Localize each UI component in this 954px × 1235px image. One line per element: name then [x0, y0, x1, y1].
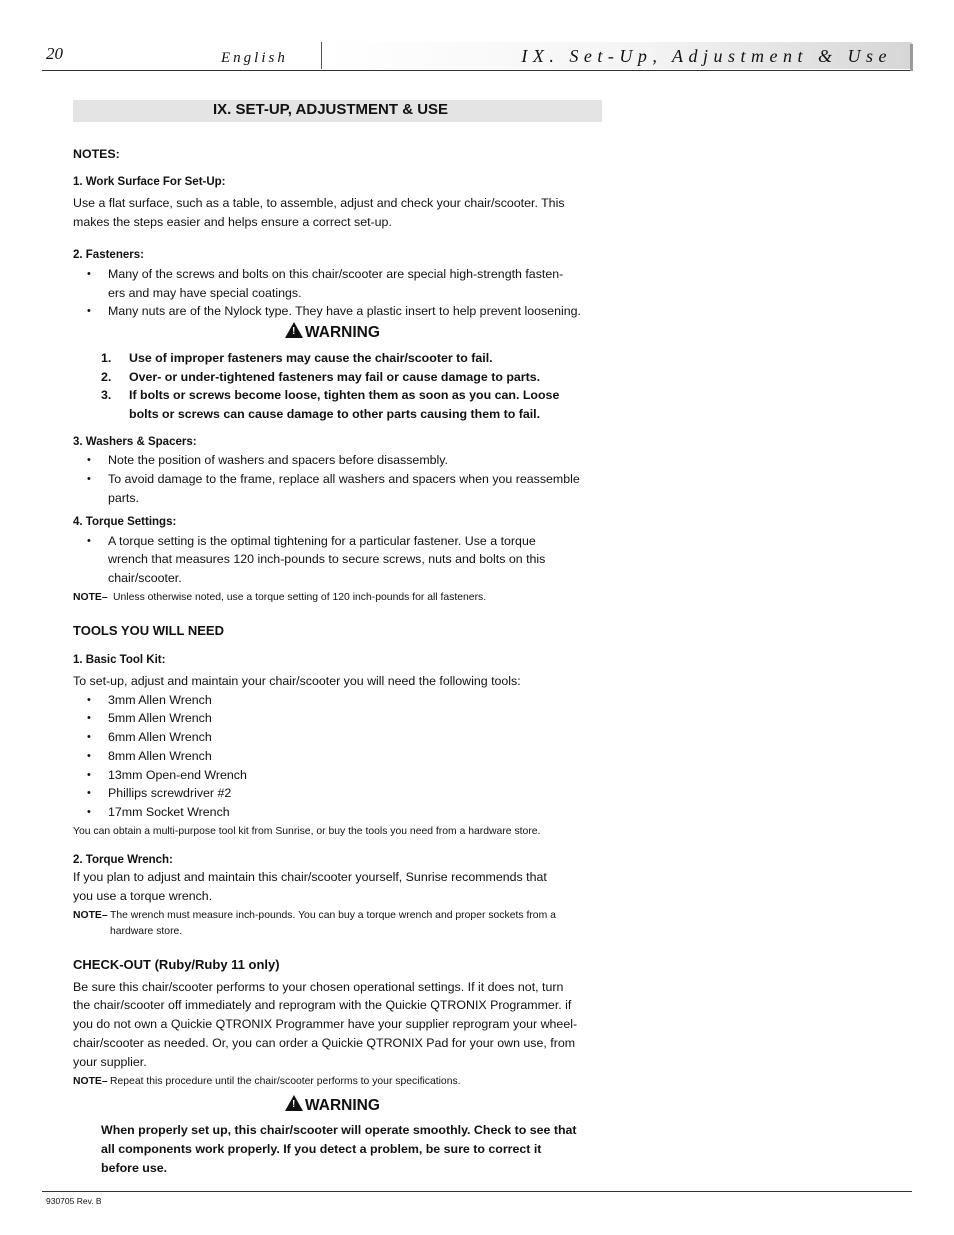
bullet-icon: •: [87, 787, 91, 799]
warning2-line-3: before use.: [101, 1161, 168, 1175]
language-label: English: [221, 50, 288, 66]
warning2-line-1: When properly set up, this chair/scooter will operate smoothly. Check to see that: [101, 1123, 577, 1137]
work-surface-line-2: makes the steps easier and helps ensure a correct set-up.: [73, 215, 392, 229]
work-surface-line-1: Use a flat surface, such as a table, to assemble, adjust and check your chair/scooter. This: [73, 196, 565, 210]
basic-tool-kit-heading: 1. Basic Tool Kit:: [73, 654, 166, 666]
checkout-line-4: chair/scooter as needed. Or, you can order a Quickie QTRONIX Pad for your own use, from: [73, 1036, 576, 1050]
page-number: 20: [46, 44, 63, 63]
fasteners-heading: 2. Fasteners:: [73, 249, 144, 261]
bullet-icon: •: [87, 268, 91, 280]
bullet-icon: •: [87, 750, 91, 762]
footer-rule: [42, 1191, 912, 1192]
header-box-shadow: [910, 44, 913, 71]
torque-settings-note-label: NOTE–: [73, 592, 108, 603]
bullet-icon: •: [87, 694, 91, 706]
warning1-item-2: Over- or under-tightened fasteners may fail or cause damage to parts.: [129, 370, 541, 384]
torque-settings-line-2: wrench that measures 120 inch-pounds to secure screws, nuts and bolts on this: [108, 552, 546, 566]
checkout-line-3: you do not own a Quickie QTRONIX Programmer have your supplier reprogram your wheel-: [73, 1017, 578, 1031]
tool-item: 5mm Allen Wrench: [108, 711, 212, 725]
tool-item: 13mm Open-end Wrench: [108, 768, 247, 782]
torque-settings-heading: 4. Torque Settings:: [73, 516, 177, 528]
warning1-item-3-line-1: If bolts or screws become loose, tighten them as soon as you can. Loose: [129, 388, 560, 402]
fasteners-bullet-1-line-2: ers and may have special coatings.: [108, 286, 302, 300]
warning-heading: [285, 1095, 380, 1115]
warning-triangle-icon: !: [285, 1095, 303, 1111]
torque-settings-line-1: A torque setting is the optimal tightening for a particular fastener. Use a torque: [108, 534, 536, 548]
washers-bullet-2-line-1: To avoid damage to the frame, replace all washers and spacers when you reassemble: [108, 472, 580, 486]
tool-item: 3mm Allen Wrench: [108, 693, 212, 707]
torque-wrench-note-label: NOTE–: [73, 910, 108, 921]
washers-bullet-2-line-2: parts.: [108, 491, 139, 505]
checkout-line-5: your supplier.: [73, 1055, 147, 1069]
torque-wrench-line-2: you use a torque wrench.: [73, 889, 213, 903]
tool-item: 17mm Socket Wrench: [108, 805, 230, 819]
torque-wrench-heading: 2. Torque Wrench:: [73, 854, 173, 866]
warning-heading: [285, 322, 380, 342]
work-surface-heading: 1. Work Surface For Set-Up:: [73, 176, 226, 188]
tool-item: Phillips screwdriver #2: [108, 786, 232, 800]
tools-footnote: You can obtain a multi-purpose tool kit from Sunrise, or buy the tools you need from a hardware store.: [73, 826, 541, 837]
bullet-icon: •: [87, 454, 91, 466]
tools-intro: To set-up, adjust and maintain your chair/scooter you will need the following tools:: [73, 674, 521, 688]
warning1-num-1: 1.: [101, 351, 112, 365]
warning1-item-1: Use of improper fasteners may cause the chair/scooter to fail.: [129, 351, 493, 365]
washers-heading: 3. Washers & Spacers:: [73, 436, 197, 448]
washers-bullet-1: Note the position of washers and spacers before disassembly.: [108, 453, 449, 467]
fasteners-bullet-1-line-1: Many of the screws and bolts on this chair/scooter are special high-strength fasten-: [108, 267, 564, 281]
checkout-note-text: Repeat this procedure until the chair/scooter performs to your specifications.: [110, 1076, 461, 1087]
warning-triangle-icon: !: [285, 322, 303, 338]
section-title: IX. SET-UP, ADJUSTMENT & USE: [213, 101, 449, 118]
warning1-item-3-line-2: bolts or screws can cause damage to other parts causing them to fail.: [129, 407, 541, 421]
bullet-icon: •: [87, 305, 91, 317]
warning1-num-2: 2.: [101, 370, 112, 384]
torque-wrench-line-1: If you plan to adjust and maintain this chair/scooter yourself, Sunrise recommends that: [73, 870, 547, 884]
fasteners-bullet-2: Many nuts are of the Nylock type. They have a plastic insert to help prevent loosening.: [108, 304, 581, 318]
bullet-icon: •: [87, 769, 91, 781]
tools-heading: TOOLS YOU WILL NEED: [73, 623, 224, 638]
tool-item: 8mm Allen Wrench: [108, 749, 212, 763]
bullet-icon: •: [87, 535, 91, 547]
torque-settings-line-3: chair/scooter.: [108, 571, 182, 585]
torque-wrench-note-line-2: hardware store.: [110, 926, 183, 937]
header-rule: [42, 70, 912, 71]
torque-settings-note-text: Unless otherwise noted, use a torque setting of 120 inch-pounds for all fasteners.: [113, 592, 487, 603]
warning-label: WARNING: [305, 1097, 380, 1114]
tool-item: 6mm Allen Wrench: [108, 730, 212, 744]
warning2-line-2: all components work properly. If you detect a problem, be sure to correct it: [101, 1142, 542, 1156]
header-section-title: IX. Set-Up, Adjustment & Use: [521, 46, 892, 66]
checkout-heading: CHECK-OUT (Ruby/Ruby 11 only): [73, 957, 280, 972]
warning-label: WARNING: [305, 324, 380, 341]
bullet-icon: •: [87, 806, 91, 818]
footer-doc-number: 930705 Rev. B: [46, 1196, 102, 1206]
warning1-num-3: 3.: [101, 388, 112, 402]
checkout-note-label: NOTE–: [73, 1076, 108, 1087]
checkout-line-2: the chair/scooter off immediately and reprogram with the Quickie QTRONIX Programmer. if: [73, 998, 572, 1012]
checkout-line-1: Be sure this chair/scooter performs to your chosen operational settings. If it does not, turn: [73, 980, 564, 994]
torque-wrench-note-line-1: The wrench must measure inch-pounds. You can buy a torque wrench and proper sockets from a: [110, 910, 556, 921]
bullet-icon: •: [87, 731, 91, 743]
bullet-icon: •: [87, 712, 91, 724]
bullet-icon: •: [87, 473, 91, 485]
notes-heading: NOTES:: [73, 147, 120, 161]
